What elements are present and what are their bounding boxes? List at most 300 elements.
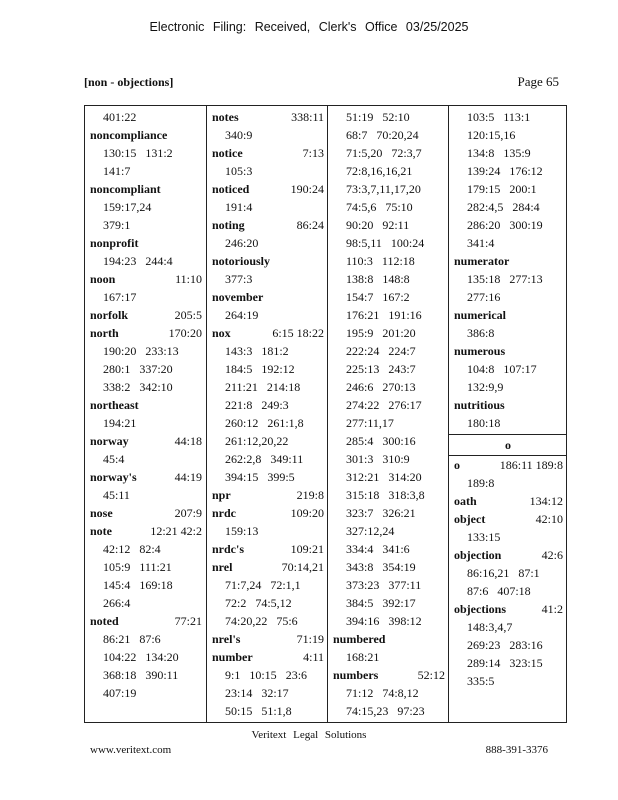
index-ref-line (333, 342, 445, 360)
index-ref-line (212, 162, 324, 180)
index-term: noted (90, 614, 119, 628)
page-line-ref: 323:7 (346, 506, 374, 520)
index-entry (212, 252, 324, 270)
page-line-ref: 92:11 (382, 218, 410, 232)
index-entry (454, 492, 563, 510)
page-line-ref: 134:8 (467, 146, 495, 160)
index-term: north (90, 326, 119, 340)
page-line-ref: 159:17,24 (103, 200, 152, 214)
index-ref-line (333, 486, 445, 504)
index-term: nrel's (212, 632, 241, 646)
electronic-filing-banner: Electronic Filing: Received, Clerk's Office 03/25/2025 (149, 20, 469, 34)
index-term: nrdc's (212, 542, 245, 556)
page-line-ref: 104:22 (103, 650, 137, 664)
index-ref-line (333, 432, 445, 450)
page-line-ref: 384:5 (346, 596, 374, 610)
page-line-ref: 407:18 (497, 584, 531, 598)
page-line-ref: 318:3,8 (388, 488, 425, 502)
page-line-ref: 181:2 (261, 344, 289, 358)
page-line-ref: 246:20 (225, 236, 259, 250)
page-line-ref: 111:21 (139, 560, 172, 574)
index-ref-line (333, 450, 445, 468)
page-line-ref: 168:21 (346, 650, 380, 664)
page-line-ref: 289:14 (467, 656, 501, 670)
index-ref-line (333, 576, 445, 594)
page-line-ref: 41:2 (541, 602, 563, 616)
page-line-ref: 277:16 (467, 290, 501, 304)
page-line-ref: 285:4 (346, 434, 374, 448)
index-term: o (454, 458, 460, 472)
index-term: norfolk (90, 308, 129, 322)
page-line-ref: 301:3 (346, 452, 374, 466)
index-term: noticed (212, 182, 250, 196)
index-ref-line (212, 666, 324, 684)
index-ref-line (212, 270, 324, 288)
page-line-ref: 70:20,24 (376, 128, 419, 142)
page-line-ref: 286:20 (467, 218, 501, 232)
index-ref-line (454, 582, 563, 600)
index-entry (333, 666, 445, 684)
page-line-ref: 284:4 (512, 200, 540, 214)
page-line-ref: 51:1,8 (261, 704, 292, 718)
page-line-ref: 70:14,21 (281, 560, 324, 574)
index-ref-line (333, 360, 445, 378)
index-term: nox (212, 326, 231, 340)
page-line-ref: 87:1 (518, 566, 540, 580)
index-ref-line (90, 198, 202, 216)
page-line-ref: 74:8,12 (382, 686, 419, 700)
column-2-entries (212, 108, 324, 720)
page-line-ref: 134:20 (145, 650, 179, 664)
page-line-ref: 86:24 (296, 218, 324, 232)
index-ref-line (90, 162, 202, 180)
page-line-ref: 52:10 (382, 110, 410, 124)
page-line-ref: 4:11 (303, 650, 324, 664)
page-line-ref: 315:18 (346, 488, 380, 502)
page-line-ref: 68:7 (346, 128, 368, 142)
index-entry (454, 510, 563, 528)
page-line-ref: 105:9 (103, 560, 131, 574)
page-line-ref: 326:21 (382, 506, 416, 520)
index-term: november (212, 290, 264, 304)
column-1-entries (90, 108, 202, 702)
page-line-ref: 277:13 (509, 272, 543, 286)
page-line-ref: 87:6 (139, 632, 161, 646)
index-term: note (90, 524, 112, 538)
index-ref-line (454, 126, 563, 144)
page-line-ref: 368:18 (103, 668, 137, 682)
page-line-ref: 139:24 (467, 164, 501, 178)
index-term: northeast (90, 398, 139, 412)
index-entry (212, 288, 324, 306)
index-ref-line (454, 198, 563, 216)
index-entry (212, 540, 324, 558)
page-line-ref: 72:2 (225, 596, 247, 610)
page-line-ref: 300:19 (509, 218, 543, 232)
page-line-ref: 341:6 (382, 542, 410, 556)
index-ref-line (333, 504, 445, 522)
index-ref-line (454, 216, 563, 234)
page-line-ref: 71:12 (346, 686, 374, 700)
index-ref-line (333, 252, 445, 270)
page-line-ref: 280:1 (103, 362, 131, 376)
page-line-ref: 184:5 (225, 362, 253, 376)
page-line-ref: 134:12 (529, 494, 563, 508)
index-ref-line (454, 108, 563, 126)
page-line-ref: 42:12 (103, 542, 131, 556)
index-ref-line (333, 702, 445, 720)
index-entry (90, 234, 202, 252)
page-line-ref: 23:6 (285, 668, 308, 682)
index-ref-line (90, 252, 202, 270)
index-entry (454, 342, 563, 360)
index-ref-line (212, 198, 324, 216)
index-ref-line (212, 378, 324, 396)
page-line-ref: 9:1 (225, 668, 241, 682)
page-line-ref: 276:17 (388, 398, 422, 412)
index-ref-line (333, 684, 445, 702)
index-ref-line (212, 612, 324, 630)
page-line-ref: 379:1 (103, 218, 131, 232)
page-line-ref: 12:21 42:2 (150, 524, 202, 538)
index-ref-line (333, 234, 445, 252)
index-ref-line (333, 648, 445, 666)
index-ref-line (333, 612, 445, 630)
page-line-ref: 225:13 (346, 362, 380, 376)
index-ref-line (90, 342, 202, 360)
page-line-ref: 191:16 (388, 308, 422, 322)
index-term: notice (212, 146, 243, 160)
page-line-ref: 222:24 (346, 344, 380, 358)
index-entry (90, 468, 202, 486)
page-line-ref: 32:17 (261, 686, 289, 700)
page-line-ref: 170:20 (168, 326, 202, 340)
page-line-ref: 224:7 (388, 344, 416, 358)
page-line-ref: 377:11 (388, 578, 422, 592)
page-line-ref: 51:19 (346, 110, 374, 124)
index-ref-line (333, 396, 445, 414)
index-ref-line (90, 486, 202, 504)
page-line-ref: 349:11 (270, 452, 304, 466)
index-entry (212, 630, 324, 648)
page-line-ref: 233:13 (145, 344, 179, 358)
page-line-ref: 399:5 (267, 470, 295, 484)
index-term: norway's (90, 470, 137, 484)
index-ref-line (212, 594, 324, 612)
index-entry (454, 456, 563, 474)
index-term: numbered (333, 632, 386, 646)
index-term: nose (90, 506, 113, 520)
index-term: nrdc (212, 506, 236, 520)
index-ref-line (212, 702, 324, 720)
page-line-ref: 373:23 (346, 578, 380, 592)
index-entry (454, 396, 563, 414)
index-ref-line (90, 414, 202, 432)
page-line-ref: 110:3 (346, 254, 373, 268)
page-line-ref: 186:11 189:8 (499, 458, 563, 472)
index-ref-line (90, 288, 202, 306)
index-ref-line (333, 324, 445, 342)
page-line-ref: 343:8 (346, 560, 374, 574)
page-line-ref: 283:16 (509, 638, 543, 652)
index-entry (212, 144, 324, 162)
index-term: numerical (454, 308, 506, 322)
index-ref-line (212, 468, 324, 486)
index-ref-line (333, 198, 445, 216)
page-line-ref: 97:23 (397, 704, 425, 718)
page-line-ref: 138:8 (346, 272, 374, 286)
index-ref-line (90, 450, 202, 468)
index-term: nonprofit (90, 236, 139, 250)
page-line-ref: 244:4 (145, 254, 173, 268)
index-term: nrel (212, 560, 233, 574)
page-line-ref: 407:19 (103, 686, 137, 700)
index-ref-line (212, 360, 324, 378)
page-line-ref: 243:7 (388, 362, 416, 376)
index-ref-line (454, 654, 563, 672)
page-line-ref: 392:17 (382, 596, 416, 610)
index-term: objections (454, 602, 506, 616)
index-ref-line (454, 474, 563, 492)
index-term: numerator (454, 254, 510, 268)
index-ref-line (333, 144, 445, 162)
page-line-ref: 159:13 (225, 524, 259, 538)
page-line-ref: 109:21 (290, 542, 324, 556)
page-line-ref: 133:15 (467, 530, 501, 544)
page-line-ref: 191:4 (225, 200, 253, 214)
page-line-ref: 169:18 (139, 578, 173, 592)
page-line-ref: 189:8 (467, 476, 495, 490)
index-term: noncompliance (90, 128, 168, 142)
index-term: norway (90, 434, 129, 448)
index-ref-line (212, 234, 324, 252)
index-ref-line (90, 684, 202, 702)
page-line-ref: 190:24 (290, 182, 324, 196)
page-line-ref: 107:17 (503, 362, 537, 376)
page-line-ref: 145:4 (103, 578, 131, 592)
index-ref-line (212, 522, 324, 540)
letter-section-header: o (449, 434, 567, 456)
index-term: objection (454, 548, 502, 562)
page-line-ref: 45:4 (103, 452, 125, 466)
index-entry (90, 522, 202, 540)
page-line-ref: 87:6 (467, 584, 489, 598)
page-line-ref: 390:11 (145, 668, 179, 682)
index-entry (90, 180, 202, 198)
index-ref-line (454, 528, 563, 546)
index-term: noncompliant (90, 182, 161, 196)
page-line-ref: 82:4 (139, 542, 161, 556)
page-line-ref: 90:20 (346, 218, 374, 232)
page-line-ref: 143:3 (225, 344, 253, 358)
index-term: noting (212, 218, 245, 232)
index-ref-line (90, 558, 202, 576)
page-line-ref: 277:11,17 (346, 416, 394, 430)
index-entry (90, 270, 202, 288)
page-line-ref: 214:18 (266, 380, 301, 394)
index-ref-line (212, 342, 324, 360)
page-line-ref: 282:4,5 (467, 200, 504, 214)
page-line-ref: 148:8 (382, 272, 410, 286)
index-term: number (212, 650, 253, 664)
footer-company: Veritext Legal Solutions (251, 729, 367, 741)
index-entry (454, 600, 563, 618)
index-entry (90, 396, 202, 414)
page-line-ref: 340:9 (225, 128, 253, 142)
page-line-ref: 71:5,20 (346, 146, 383, 160)
index-entry (333, 630, 445, 648)
index-ref-line (333, 288, 445, 306)
index-entry (212, 216, 324, 234)
index-ref-line (90, 540, 202, 558)
page-line-ref: 195:9 (346, 326, 374, 340)
page-line-ref: 261:1,8 (267, 416, 304, 430)
index-ref-line (333, 558, 445, 576)
page-line-ref: 398:12 (388, 614, 422, 628)
page-line-ref: 179:15 (467, 182, 501, 196)
column-3-entries (333, 108, 445, 720)
index-entry (90, 324, 202, 342)
index-ref-line (90, 576, 202, 594)
page-line-ref: 342:10 (139, 380, 173, 394)
page-line-ref: 201:20 (382, 326, 416, 340)
index-ref-line (212, 126, 324, 144)
page-line-ref: 105:3 (225, 164, 253, 178)
footer-phone: 888-391-3376 (485, 744, 548, 756)
page-line-ref: 211:21 (225, 380, 258, 394)
column-4-o-entries (454, 456, 563, 690)
page-line-ref: 261:12,20,22 (225, 434, 289, 448)
page-line-ref: 109:20 (290, 506, 324, 520)
page-line-ref: 7:13 (302, 146, 324, 160)
page-line-ref: 207:9 (174, 506, 202, 520)
page-line-ref: 264:19 (225, 308, 259, 322)
index-ref-line (333, 378, 445, 396)
index-ref-line (333, 162, 445, 180)
page-line-ref: 221:8 (225, 398, 253, 412)
index-term: nutritious (454, 398, 505, 412)
index-ref-line (212, 684, 324, 702)
index-ref-line (333, 216, 445, 234)
page-line-ref: 74:20,22 (225, 614, 268, 628)
index-ref-line (454, 360, 563, 378)
page-line-ref: 113:1 (503, 110, 531, 124)
index-term: notoriously (212, 254, 271, 268)
column-4-entries (454, 108, 563, 432)
index-entry (212, 180, 324, 198)
page-number: Page 65 (517, 74, 559, 89)
index-entry (90, 504, 202, 522)
page-line-ref: 11:10 (175, 272, 202, 286)
page-line-ref: 262:2,8 (225, 452, 262, 466)
page-line-ref: 141:7 (103, 164, 131, 178)
page-line-ref: 120:15,16 (467, 128, 516, 142)
page-line-ref: 44:19 (174, 470, 202, 484)
page-line-ref: 246:6 (346, 380, 374, 394)
index-ref-line (454, 180, 563, 198)
index-column-4 (448, 106, 567, 722)
index-ref-line (90, 108, 202, 126)
page-line-ref: 270:13 (382, 380, 416, 394)
index-entry (212, 486, 324, 504)
index-ref-line (333, 414, 445, 432)
page-line-ref: 310:9 (382, 452, 410, 466)
index-term: numbers (333, 668, 379, 682)
index-term: object (454, 512, 486, 526)
index-entry (212, 504, 324, 522)
index-term: npr (212, 488, 231, 502)
page-line-ref: 394:15 (225, 470, 259, 484)
footer-website: www.veritext.com (90, 744, 172, 756)
index-ref-line (90, 360, 202, 378)
index-column-1 (85, 106, 206, 722)
index-term: oath (454, 494, 477, 508)
page-line-ref: 77:21 (174, 614, 202, 628)
index-ref-line (333, 594, 445, 612)
index-ref-line (212, 306, 324, 324)
index-ref-line (212, 576, 324, 594)
page-line-ref: 394:16 (346, 614, 380, 628)
page-line-ref: 135:18 (467, 272, 501, 286)
page-line-ref: 167:17 (103, 290, 137, 304)
index-entry (454, 252, 563, 270)
index-column-3 (327, 106, 449, 722)
page-line-ref: 377:3 (225, 272, 253, 286)
page-line-ref: 130:15 (103, 146, 137, 160)
page-line-ref: 167:2 (382, 290, 410, 304)
index-ref-line (333, 108, 445, 126)
index-ref-line (212, 396, 324, 414)
page-line-ref: 72:8,16,16,21 (346, 164, 413, 178)
index-ref-line (454, 564, 563, 582)
index-ref-line (212, 450, 324, 468)
page-line-ref: 180:18 (467, 416, 501, 430)
page-line-ref: 269:23 (467, 638, 501, 652)
index-ref-line (454, 636, 563, 654)
page-line-ref: 100:24 (390, 236, 425, 250)
page-line-ref: 44:18 (174, 434, 202, 448)
page-line-ref: 154:7 (346, 290, 374, 304)
page-line-ref: 71:7,24 (225, 578, 262, 592)
page-line-ref: 219:8 (296, 488, 324, 502)
index-ref-line (333, 126, 445, 144)
page-line-ref: 74:5,12 (255, 596, 292, 610)
index-ref-line (333, 522, 445, 540)
index-ref-line (90, 594, 202, 612)
index-ref-line (454, 144, 563, 162)
page-line-ref: 98:5,11 (346, 236, 382, 250)
page-line-ref: 266:4 (103, 596, 131, 610)
page-line-ref: 42:10 (535, 512, 563, 526)
index-ref-line (333, 540, 445, 558)
page-line-ref: 312:21 (346, 470, 380, 484)
index-ref-line (454, 234, 563, 252)
page-line-ref: 148:3,4,7 (467, 620, 513, 634)
page-line-ref: 190:20 (103, 344, 137, 358)
page-line-ref: 176:12 (509, 164, 543, 178)
page-line-ref: 354:19 (382, 560, 416, 574)
page-line-ref: 135:9 (503, 146, 531, 160)
page-line-ref: 23:14 (225, 686, 253, 700)
index-entry (212, 324, 324, 342)
index-ref-line (333, 270, 445, 288)
page-line-ref: 192:12 (261, 362, 295, 376)
page-line-ref: 260:12 (225, 416, 259, 430)
page-line-ref: 335:5 (467, 674, 495, 688)
index-entry (454, 306, 563, 324)
index-ref-line (90, 216, 202, 234)
page-line-ref: 200:1 (509, 182, 537, 196)
